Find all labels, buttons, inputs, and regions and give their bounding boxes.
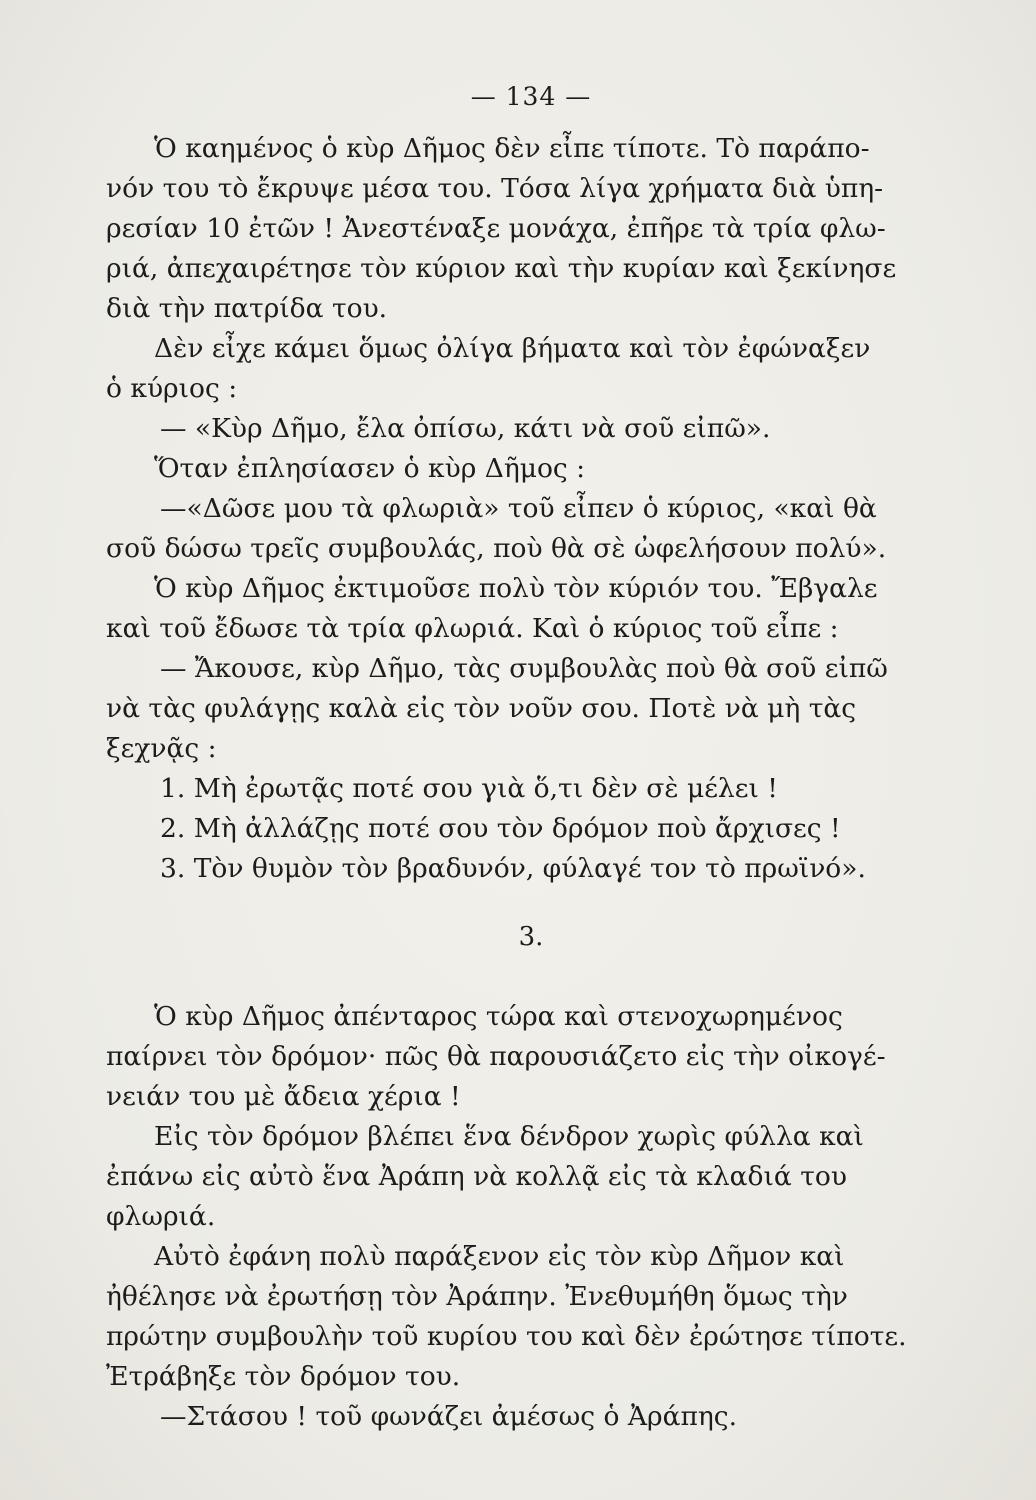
text-line: Ὁ κὺρ Δῆμος ἐκτιμοῦσε πολὺ τὸν κύριόν του. Ἔβγαλε bbox=[154, 573, 878, 604]
paragraph bbox=[106, 569, 956, 649]
text-line: νειάν του μὲ ἄδεια χέρια ! bbox=[106, 1081, 461, 1112]
text-line: — «Κὺρ Δῆμο, ἔλα ὀπίσω, κάτι νὰ σοῦ εἰπῶ». bbox=[160, 413, 771, 444]
advice-item: 2. Μὴ ἀλλάζῃς ποτέ σου τὸν δρόμον ποὺ ἄρχισες ! bbox=[160, 813, 841, 844]
text-line: φλωριά. bbox=[106, 1201, 216, 1232]
text-line: Ὁ κὺρ Δῆμος ἀπένταρος τώρα καὶ στενοχωρημένος bbox=[154, 1001, 843, 1032]
text-line: ρεσίαν 10 ἐτῶν ! Ἀνεστέναξε μονάχα, ἐπῆρε τὰ τρία φλω- bbox=[106, 213, 886, 244]
text-line: Ὁ καημένος ὁ κὺρ Δῆμος δὲν εἶπε τίποτε. Τὸ παράπο- bbox=[154, 133, 870, 164]
text-line: — Ἄκουσε, κὺρ Δῆμο, τὰς συμβουλὰς ποὺ θὰ σοῦ εἰπῶ bbox=[160, 653, 888, 684]
dialog-line bbox=[106, 409, 956, 449]
paragraph bbox=[106, 997, 956, 1117]
text-line: —Στάσου ! τοῦ φωνάζει ἀμέσως ὁ Ἀράπης. bbox=[160, 1401, 738, 1432]
text-line: νόν του τὸ ἔκρυψε μέσα του. Τόσα λίγα χρήματα διὰ ὑπη- bbox=[106, 173, 884, 204]
text-line: νὰ τὰς φυλάγῃς καλὰ εἰς τὸν νοῦν σου. Ποτὲ νὰ μὴ τὰς bbox=[106, 693, 857, 724]
text-line: ἐπάνω εἰς αὐτὸ ἕνα Ἀράπη νὰ κολλᾷ εἰς τὰ κλαδιά του bbox=[106, 1161, 847, 1192]
page-text bbox=[106, 129, 956, 1437]
text-line: καὶ τοῦ ἔδωσε τὰ τρία φλωριά. Καὶ ὁ κύριος τοῦ εἶπε : bbox=[106, 613, 839, 644]
paragraph bbox=[106, 329, 956, 409]
text-line: ἠθέλησε νὰ ἐρωτήσῃ τὸν Ἀράπην. Ἐνεθυμήθη ὅμως τὴν bbox=[106, 1281, 848, 1312]
paragraph bbox=[106, 1237, 956, 1397]
advice-item: 3. Τὸν θυμὸν τὸν βραδυνόν, φύλαγέ τον τὸ πρωϊνό». bbox=[160, 853, 866, 884]
text-line: ὁ κύριος : bbox=[106, 373, 238, 404]
text-line: Αὐτὸ ἐφάνη πολὺ παράξενον εἰς τὸν κὺρ Δῆμον καὶ bbox=[154, 1241, 845, 1272]
paragraph bbox=[106, 449, 956, 489]
text-line: —«Δῶσε μου τὰ φλωριὰ» τοῦ εἶπεν ὁ κύριος, «καὶ θὰ bbox=[160, 493, 877, 524]
text-line: Εἰς τὸν δρόμον βλέπει ἕνα δένδρον χωρὶς φύλλα καὶ bbox=[154, 1121, 864, 1152]
advice-item: 1. Μὴ ἐρωτᾷς ποτέ σου γιὰ ὅ,τι δὲν σὲ μέλει ! bbox=[160, 773, 778, 804]
dialog-line bbox=[106, 489, 956, 569]
text-line: ξεχνᾷς : bbox=[106, 733, 217, 764]
paragraph bbox=[106, 129, 956, 329]
section-number: 3. bbox=[518, 922, 544, 952]
page-number: — 134 — bbox=[470, 82, 592, 111]
dialog-line bbox=[106, 649, 956, 769]
text-line: παίρνει τὸν δρόμον· πῶς θὰ παρουσιάζετο εἰς τὴν οἰκογέ- bbox=[106, 1041, 886, 1072]
dialog-line bbox=[106, 1397, 956, 1437]
text-line: ριά, ἀπεχαιρέτησε τὸν κύριον καὶ τὴν κυρίαν καὶ ξεκίνησε bbox=[106, 253, 897, 284]
paragraph bbox=[106, 1117, 956, 1237]
text-line: Ὅταν ἐπλησίασεν ὁ κὺρ Δῆμος : bbox=[154, 453, 586, 484]
text-line: σοῦ δώσω τρεῖς συμβουλάς, ποὺ θὰ σὲ ὠφελήσουν πολύ». bbox=[106, 533, 887, 564]
text-line: Ἐτράβηξε τὸν δρόμον του. bbox=[106, 1361, 461, 1392]
text-line: Δὲν εἶχε κάμει ὅμως ὀλίγα βήματα καὶ τὸν ἐφώναξεν bbox=[154, 333, 871, 364]
text-line: πρώτην συμβουλὴν τοῦ κυρίου του καὶ δὲν ἐρώτησε τίποτε. bbox=[106, 1321, 907, 1352]
text-line: διὰ τὴν πατρίδα του. bbox=[106, 293, 388, 324]
